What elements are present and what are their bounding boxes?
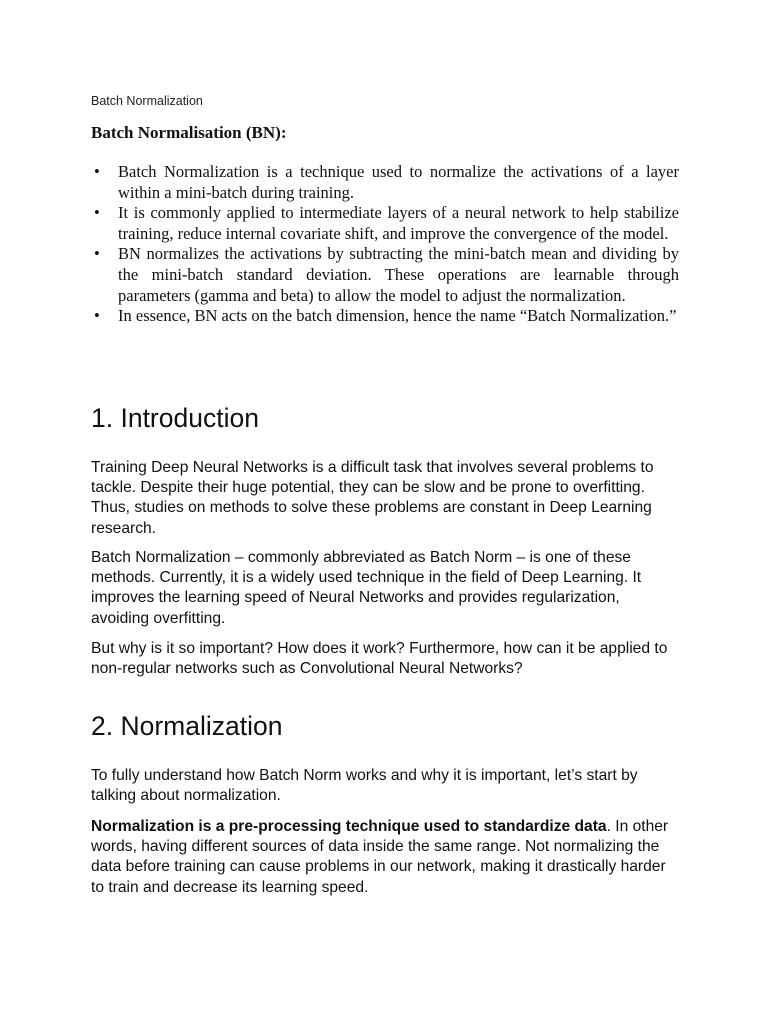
normalization-heading: 2. Normalization [91, 711, 283, 741]
introduction-heading: 1. Introduction [91, 403, 259, 433]
normalization-paragraph [91, 817, 681, 898]
bn-heading: Batch Normalisation (BN): [91, 123, 287, 142]
normalization-paragraph-rest: . In other words, having different sources of data inside the same range. Not normalizing the data before training can cause problems in our network, making it drastically harder to train and decrease its learning speed. [91, 818, 669, 896]
introduction-paragraph: Training Deep Neural Networks is a difficult task that involves several problems to tackle. Despite their huge potential, they can be slow and be prone to overfitting. Thus, studies on methods to solve these problems are constant in Deep Learning research. [91, 459, 654, 537]
introduction-paragraph: But why is it so important? How does it work? Furthermore, how can it be applied to non-regular networks such as Convolutional Neural Networks? [91, 640, 668, 678]
bn-bullet-item: • In essence, BN acts on the batch dimension, hence the name “Batch Normalization.” [91, 306, 679, 327]
normalization-paragraph: To fully understand how Batch Norm works and why it is important, let’s start by talking about normalization. [91, 767, 638, 805]
bn-bullet-item: • It is commonly applied to intermediate layers of a neural network to help stabilize training, reduce internal covariate shift, and improve the convergence of the model. [91, 203, 679, 244]
bn-bullet-item: • Batch Normalization is a technique used to normalize the activations of a layer within a mini-batch during training. [91, 162, 679, 203]
bn-bullet-list [91, 162, 679, 327]
normalization-definition-bold: Normalization is a pre-processing technique used to standardize data [91, 818, 607, 835]
introduction-paragraph: Batch Normalization – commonly abbreviated as Batch Norm – is one of these methods. Currently, it is a widely used technique in the field of Deep Learning. It improves the learning speed of Neural Networks and provides regularization, avoiding overfitting. [91, 549, 642, 627]
document-header-label: Batch Normalization [91, 94, 203, 108]
bn-bullet-item: • BN normalizes the activations by subtracting the mini-batch mean and dividing by the mini-batch standard deviation. These operations are learnable through parameters (gamma and beta) to allow the model to adjust the normalization. [91, 244, 679, 306]
